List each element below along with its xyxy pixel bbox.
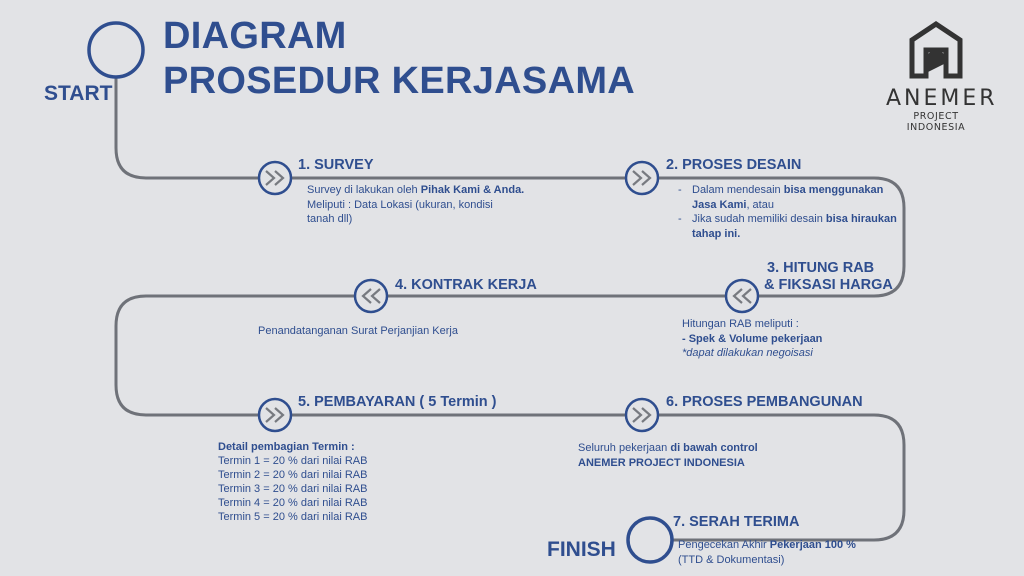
step5-termin-5: Termin 5 = 20 % dari nilai RAB [218, 511, 368, 523]
step4-title: 4. KONTRAK KERJA [395, 277, 537, 293]
step7-description [678, 538, 918, 567]
step2-bullet-1: - Dalam mendesain bisa menggunakan Jasa Kami, atau [676, 183, 916, 212]
step5-termin-2: Termin 2 = 20 % dari nilai RAB [218, 469, 368, 481]
step5-title: 5. PEMBAYARAN ( 5 Termin ) [298, 394, 497, 410]
step4-chevron-double-left-icon [355, 280, 387, 312]
step6-desc-bold: di bawah control [670, 442, 758, 454]
step3-title-line1: 3. HITUNG RAB [767, 260, 875, 276]
step1-description [307, 183, 547, 227]
step7-desc-text: Pengecekan Akhir [678, 539, 770, 551]
step4-description [258, 324, 538, 339]
step2-title: 2. PROSES DESAIN [666, 157, 802, 173]
step5-chevron-double-right-icon [259, 399, 291, 431]
logo-house-icon [906, 18, 966, 80]
step6-chevron-double-right-icon [626, 399, 658, 431]
finish-label: FINISH [547, 538, 616, 561]
step4-desc-line1: Penandatanganan Surat Perjanjian Kerja [258, 325, 458, 337]
step2-chevron-double-right-icon [626, 162, 658, 194]
logo-subtitle: PROJECT INDONESIA [906, 111, 966, 133]
step7-desc-bold: Pekerjaan 100 % [769, 539, 856, 551]
step5-desc-heading: Detail pembagian Termin : [218, 441, 355, 453]
company-logo [886, 18, 998, 133]
step3-title-line2: & FIKSASI HARGA [764, 277, 893, 293]
page-title-line2: PROSEDUR KERJASAMA [163, 60, 636, 102]
step5-termin-1: Termin 1 = 20 % dari nilai RAB [218, 455, 368, 467]
step3-chevron-double-left-icon [726, 280, 758, 312]
logo-wordmark: ANEMER [886, 86, 998, 111]
step1-desc-line2: Meliputi : Data Lokasi (ukuran, kondisi [307, 198, 493, 211]
step2-description [676, 183, 916, 241]
finish-circle [628, 518, 672, 562]
step6-desc-text: Seluruh pekerjaan [578, 442, 671, 454]
step1-chevron-double-right-icon [259, 162, 291, 194]
step1-desc-text: Survey di lakukan oleh [307, 184, 421, 196]
step3-description [682, 317, 902, 361]
step1-title: 1. SURVEY [298, 157, 374, 173]
step1-desc-bold: Pihak Kami & Anda. [420, 184, 525, 196]
step3-title [764, 260, 893, 294]
step5-termin-3: Termin 3 = 20 % dari nilai RAB [218, 483, 368, 495]
step1-desc-line3: tanah dll) [307, 213, 353, 225]
step6-desc-line2: ANEMER PROJECT INDONESIA [578, 456, 745, 469]
step2-bullet-2: - Jika sudah memiliki desain bisa hiraukan tahap ini. [676, 212, 916, 241]
page-title-line1: DIAGRAM [163, 15, 347, 57]
step3-desc-line2: - Spek & Volume pekerjaan [682, 332, 823, 345]
start-circle [89, 23, 143, 77]
step7-desc-line2: (TTD & Dokumentasi) [678, 553, 785, 566]
step5-termin-4: Termin 4 = 20 % dari nilai RAB [218, 497, 368, 509]
step5-description [218, 440, 458, 524]
page-title [163, 14, 635, 104]
step3-desc-line1: Hitungan RAB meliputi : [682, 318, 799, 330]
start-label: START [44, 82, 113, 105]
step6-title: 6. PROSES PEMBANGUNAN [666, 394, 863, 410]
step3-desc-line3: *dapat dilakukan negoisasi [682, 347, 813, 359]
step7-title: 7. SERAH TERIMA [673, 514, 800, 530]
step6-description [578, 441, 838, 470]
